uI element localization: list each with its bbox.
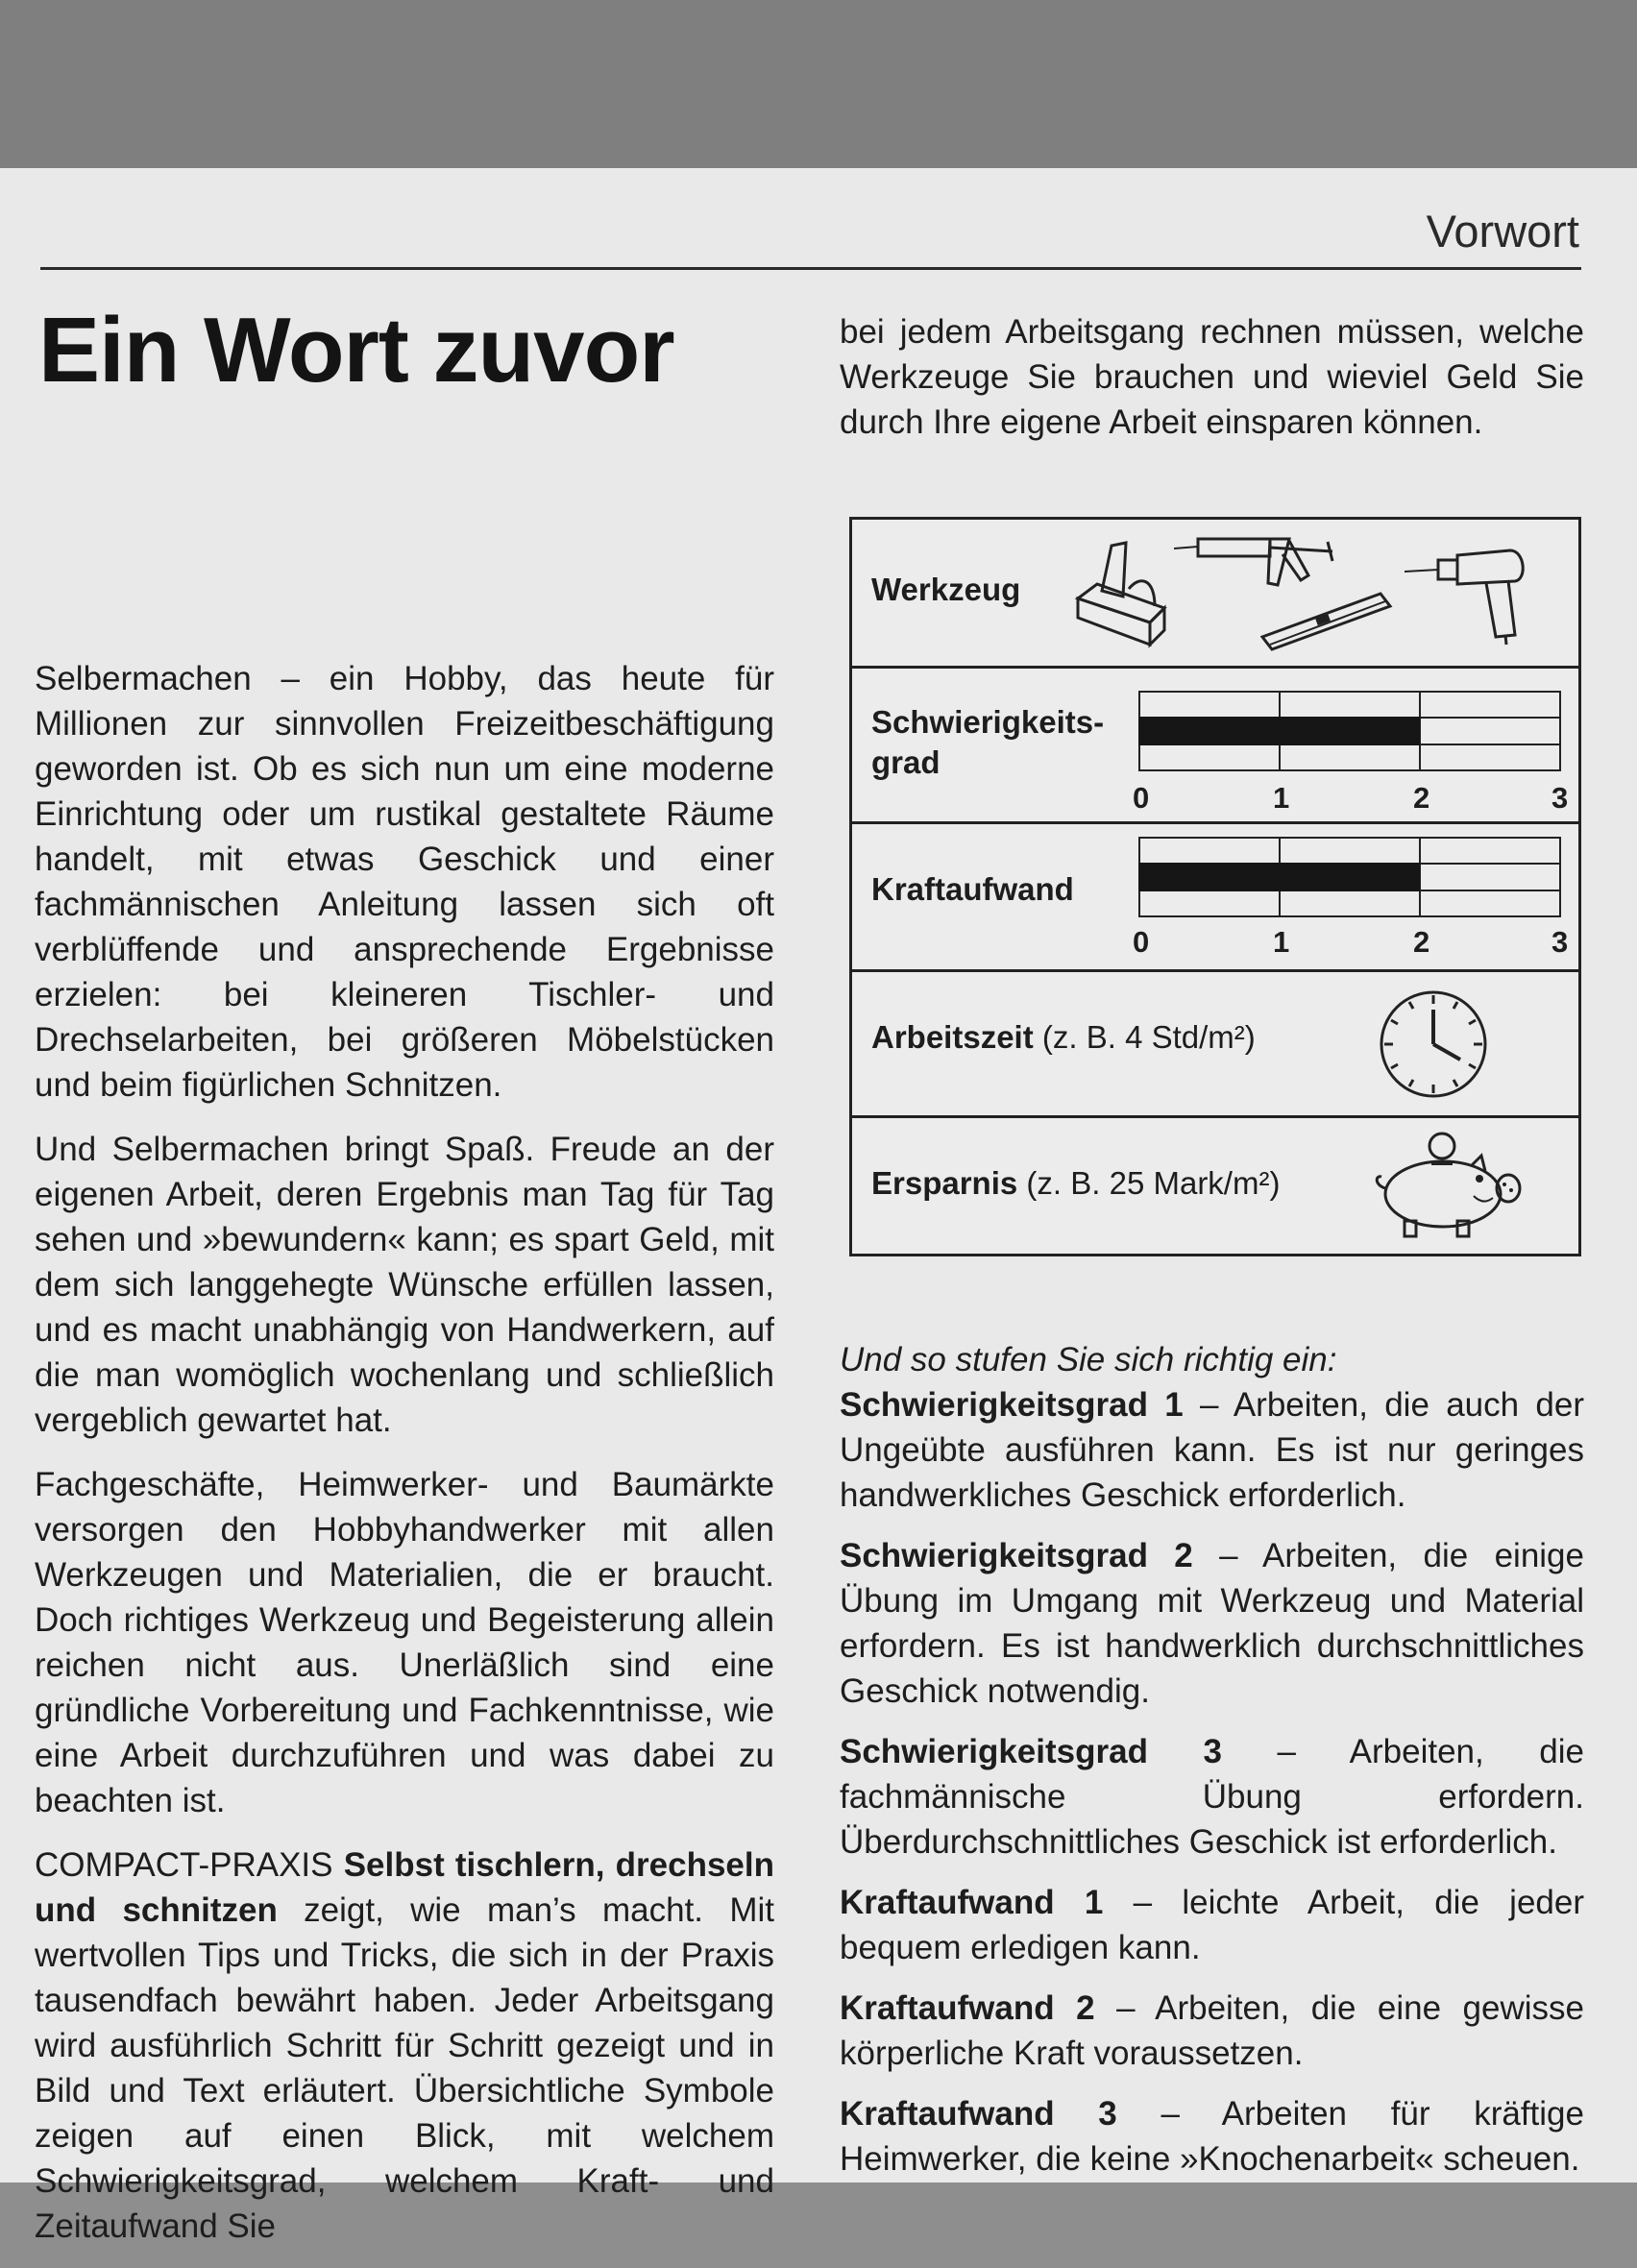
book-page xyxy=(0,168,1637,2245)
level-item: Kraftaufwand 3 – Arbeiten für kräftige Heimwerker, die keine »Knochenarbeit« scheuen. xyxy=(840,2095,1584,2178)
legend-row-kraftaufwand xyxy=(852,821,1578,972)
level-item: Schwierigkeitsgrad 3 – Arbeiten, die fachmännische Übung erfordern. Überdurchschnittliches Geschick ist erforderlich. xyxy=(840,1733,1584,1861)
plane-icon xyxy=(1073,531,1169,656)
paragraph: Und Selbermachen bringt Spaß. Freude an der eigenen Arbeit, deren Ergebnis man Tag für Tag sehen und »bewundern« kann; es spart Geld, mit dem sich langgehegte Wünsche erfüllen lassen, und es macht unabhängig von Handwerkern, auf die man womöglich wochenlang und schließlich vergeblich gewartet hat. xyxy=(35,1131,774,1439)
level-item: Kraftaufwand 1 – leichte Arbeit, die jeder bequem erledigen kann. xyxy=(840,1884,1585,1966)
paragraph: bei jedem Arbeitsgang rechnen müssen, welche Werkzeuge Sie brauchen und wieviel Geld Sie durch Ihre eigene Arbeit einsparen können. xyxy=(840,313,1584,441)
arbeitszeit-label: Arbeitszeit (z. B. 4 Std/m²) xyxy=(871,1019,1256,1055)
kraftaufwand-label: Kraftaufwand xyxy=(871,871,1074,907)
difficulty-scale xyxy=(1138,691,1561,771)
difficulty-fill xyxy=(1138,717,1420,745)
series-name: COMPACT-PRAXIS xyxy=(35,1846,333,1884)
header-rule xyxy=(40,267,1581,270)
section-header: Vorwort xyxy=(1426,206,1579,256)
legend-row-arbeitszeit xyxy=(852,969,1578,1118)
left-column xyxy=(35,656,774,2268)
clock-icon xyxy=(1376,987,1491,1102)
drill-icon xyxy=(1405,541,1539,646)
caulking-gun-icon xyxy=(1174,527,1337,595)
tick-label: 3 xyxy=(1551,925,1569,959)
level-item: Schwierigkeitsgrad 1 – Arbeiten, die auch der Ungeübte ausführen kann. Es ist nur geringes handwerkliches Geschick erforderlich. xyxy=(840,1386,1584,1514)
effort-scale xyxy=(1138,837,1561,917)
tick-label: 3 xyxy=(1551,781,1569,815)
levels-intro: Und so stufen Sie sich richtig ein: xyxy=(840,1341,1337,1378)
paragraph xyxy=(35,1842,774,2249)
effort-fill xyxy=(1138,863,1420,891)
paragraph: Fachgeschäfte, Heimwerker- und Baumärkte versorgen den Hobbyhandwerker mit allen Werkzeugen und Materialien, die er braucht. Doch richtiges Werkzeug und Begeisterung allein reichen nicht aus. Unerläßlich sind eine gründliche Vorbereitung und Fachkenntnisse, wie eine Arbeit durchzuführen und was dabei zu beachten ist. xyxy=(35,1466,774,1819)
legend-row-ersparnis xyxy=(852,1115,1578,1256)
werkzeug-label: Werkzeug xyxy=(871,572,1021,607)
legend-row-schwierigkeit xyxy=(852,666,1578,824)
tick-label: 2 xyxy=(1413,925,1430,959)
tick-label: 1 xyxy=(1273,781,1290,815)
spirit-level-icon xyxy=(1260,589,1395,656)
symbol-legend-box xyxy=(849,517,1581,1256)
piggy-bank-icon xyxy=(1366,1129,1529,1244)
paragraph: Selbermachen – ein Hobby, das heute für Millionen zur sinnvollen Freizeitbeschäftigung geworden ist. Ob es sich nun um eine moderne Einrichtung oder um rustikal gestaltete Räume handelt, mit etwas Geschick und einer fachmännischen Anleitung lassen sich oft verblüffende und ansprechende Ergebnisse erzielen: bei kleineren Tischler- und Drechselarbeiten, bei größeren Möbelstücken und beim figürlichen Schnitzen. xyxy=(35,660,774,1104)
page-title: Ein Wort zuvor xyxy=(38,299,674,402)
schwierigkeit-label: Schwierigkeits- grad xyxy=(871,704,1105,780)
paragraph-text: zeigt, wie man’s macht. Mit wertvollen Tips und Tricks, die sich in der Praxis tausendfach bewährt haben. Jeder Arbeitsgang wird ausführlich Schritt für Schritt gezeigt und in Bild und Text erläutert. Übersichtliche Symbole zeigen auf einen Blick, mit welchem Schwierigkeitsgrad, welchem Kraft- und Zeitaufwand Sie xyxy=(35,1891,774,2245)
legend-row-werkzeug xyxy=(852,520,1578,669)
ersparnis-label: Ersparnis (z. B. 25 Mark/m²) xyxy=(871,1165,1281,1201)
tick-label: 2 xyxy=(1413,781,1430,815)
tick-label: 1 xyxy=(1273,925,1290,959)
right-column-continuation xyxy=(840,309,1584,464)
book-title: Selbst tischlern, drechseln und schnitzen xyxy=(35,1846,774,1929)
level-item: Schwierigkeitsgrad 2 – Arbeiten, die einige Übung im Umgang mit Werkzeug und Material erfordern. Es ist handwerklich durchschnittliches Geschick notwendig. xyxy=(840,1537,1584,1710)
background xyxy=(0,0,1637,183)
tick-label: 0 xyxy=(1133,925,1150,959)
right-column-levels xyxy=(840,1337,1584,2197)
tick-label: 0 xyxy=(1133,781,1150,815)
level-item: Kraftaufwand 2 – Arbeiten, die eine gewisse körperliche Kraft voraussetzen. xyxy=(840,1989,1585,2072)
